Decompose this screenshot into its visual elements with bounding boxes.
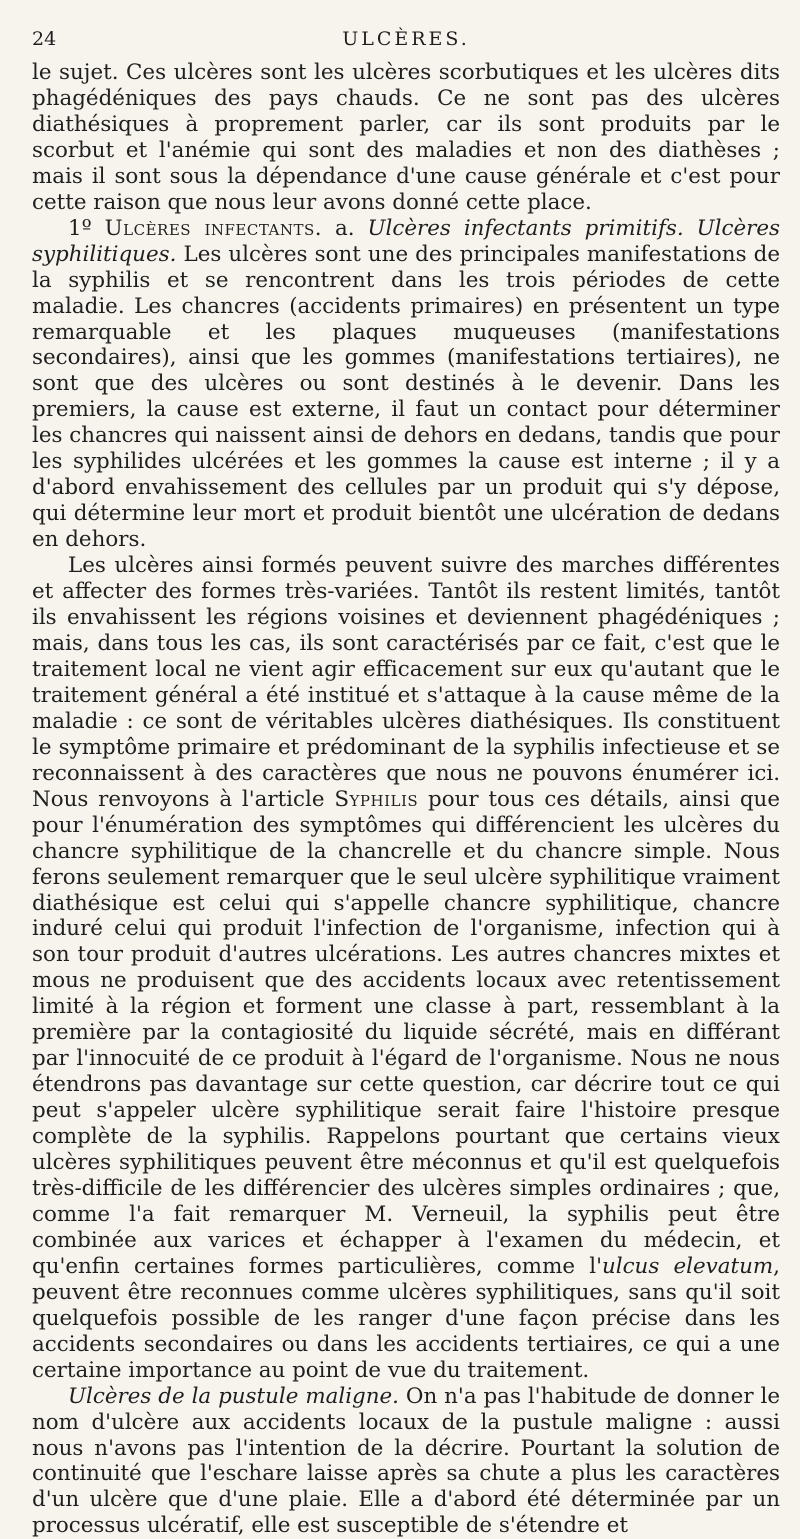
cross-reference: Syphilis: [334, 786, 419, 812]
paragraph-text: Les ulcères ainsi formés peuvent suivre des marches différentes et affecter des formes très-variées. Tantôt ils restent limités, tantôt ils envahissent les régions voisines et deviennent phagédéniques ; mais, dans tous les cas, ils sont caractérisés par ce fait, c'est que le traitement local ne vient agir efficacement sur eux qu'autant que le traitement général a été institué et s'attaque à la cause même de la maladie : ce sont de véritables ulcères diathésiques. Ils constituent le symptôme primaire et prédominant de la syphilis infectieuse et se reconnaissent à des caractères que nous ne pouvons énumérer ici. Nous renvoyons à l'article: [32, 553, 780, 812]
page-number: 24: [32, 28, 57, 50]
subsection-heading: Ulcères infectants primitifs.: [367, 215, 684, 241]
page: [32, 28, 780, 1539]
paragraph-text: le sujet. Ces ulcères sont les ulcères scorbutiques et les ulcères dits phagédéniques des pays chauds. Ce ne sont pas des ulcères diathésiques à proprement parler, car ils sont produits par le scorbut et l'anémie qui sont des maladies et non des diathèses ; mais il sont sous la dépendance d'une cause générale et c'est pour cette raison que nous leur avons donné cette place.: [32, 60, 780, 215]
section-heading: Ulcères infectants.: [104, 215, 323, 241]
paragraph-text: , peuvent être reconnues comme ulcères syphilitiques, sans qu'il soit quelquefois possible de les ranger d'une façon précise dans les accidents secondaires ou dans les accidents tertiaires, ce qui a une certaine importance au point de vue du traitement.: [32, 1253, 780, 1383]
subsubsection-heading: Ulcères syphilitiques.: [32, 215, 780, 267]
paragraph: [32, 553, 780, 1384]
paragraph-text: On n'a pas l'habitude de donner le nom d'ulcère aux accidents locaux de la pustule maligne : aussi nous n'avons pas l'intention de la décrire. Pourtant la solution de continuité que l'eschare laisse après sa chute a plus les caractères d'un ulcère que d'une plaie. Elle a d'abord été déterminée par un processus ulcératif, elle est susceptible de s'étendre et: [32, 1383, 780, 1539]
subsection-letter: a.: [335, 215, 355, 241]
paragraph: [32, 60, 780, 216]
paragraph: [32, 216, 780, 553]
paragraph-text: pour tous ces détails, ainsi que pour l'énumération des symptômes qui différencient les ulcères du chancre syphilitique de la chancrelle et du chancre simple. Nous ferons seulement remarquer que le seul ulcère syphilitique vraiment diathésique est celui qui s'appelle chancre syphilitique, chancre induré celui qui produit l'infection de l'organisme, infection qui à son tour produit d'autres ulcérations. Les autres chancres mixtes et mous ne produisent que des accidents locaux avec retentissement limité à la région et forment une classe à part, ressemblant à la première par la contagiosité du liquide sécrété, mais en différant par l'innocuité de ce produit à l'égard de l'organisme. Nous ne nous étendrons pas davantage sur cette question, car décrire tout ce qui peut s'appeler ulcère syphilitique serait faire l'histoire presque complète de la syphilis. Rappelons pourtant que certains vieux ulcères syphilitiques peuvent être méconnus et qu'il est quelquefois très-difficile de les différencier des ulcères simples ordinaires ; que, comme l'a fait remarquer M. Verneuil, la syphilis peut être combinée aux varices et échapper à l'examen du médecin, et qu'enfin certaines formes particulières, comme l': [32, 786, 780, 1279]
paragraph: [32, 1384, 780, 1539]
running-title: ULCÈRES.: [342, 28, 470, 50]
section-number: 1º: [68, 215, 92, 241]
latin-term: ulcus elevatum: [601, 1253, 774, 1279]
paragraph-text: Les ulcères sont une des principales manifestations de la syphilis et se rencontrent dans les trois périodes de cette maladie. Les chancres (accidents primaires) en présentent un type remarquable et les plaques muqueuses (manifestations secondaires), ainsi que les gommes (manifestations tertiaires), ne sont que des ulcères ou sont destinés à le devenir. Dans les premiers, la cause est externe, il faut un contact pour déterminer les chancres qui naissent ainsi de dehors en dedans, tandis que pour les syphilides ulcérées et les gommes la cause est interne ; il y a d'abord envahissement des cellules par un produit qui s'y dépose, qui détermine leur mort et produit bientôt une ulcération de dedans en dehors.: [32, 241, 780, 553]
body-text: [32, 60, 780, 1539]
page-header: [32, 28, 780, 60]
subsection-heading: Ulcères de la pustule maligne.: [68, 1383, 399, 1409]
